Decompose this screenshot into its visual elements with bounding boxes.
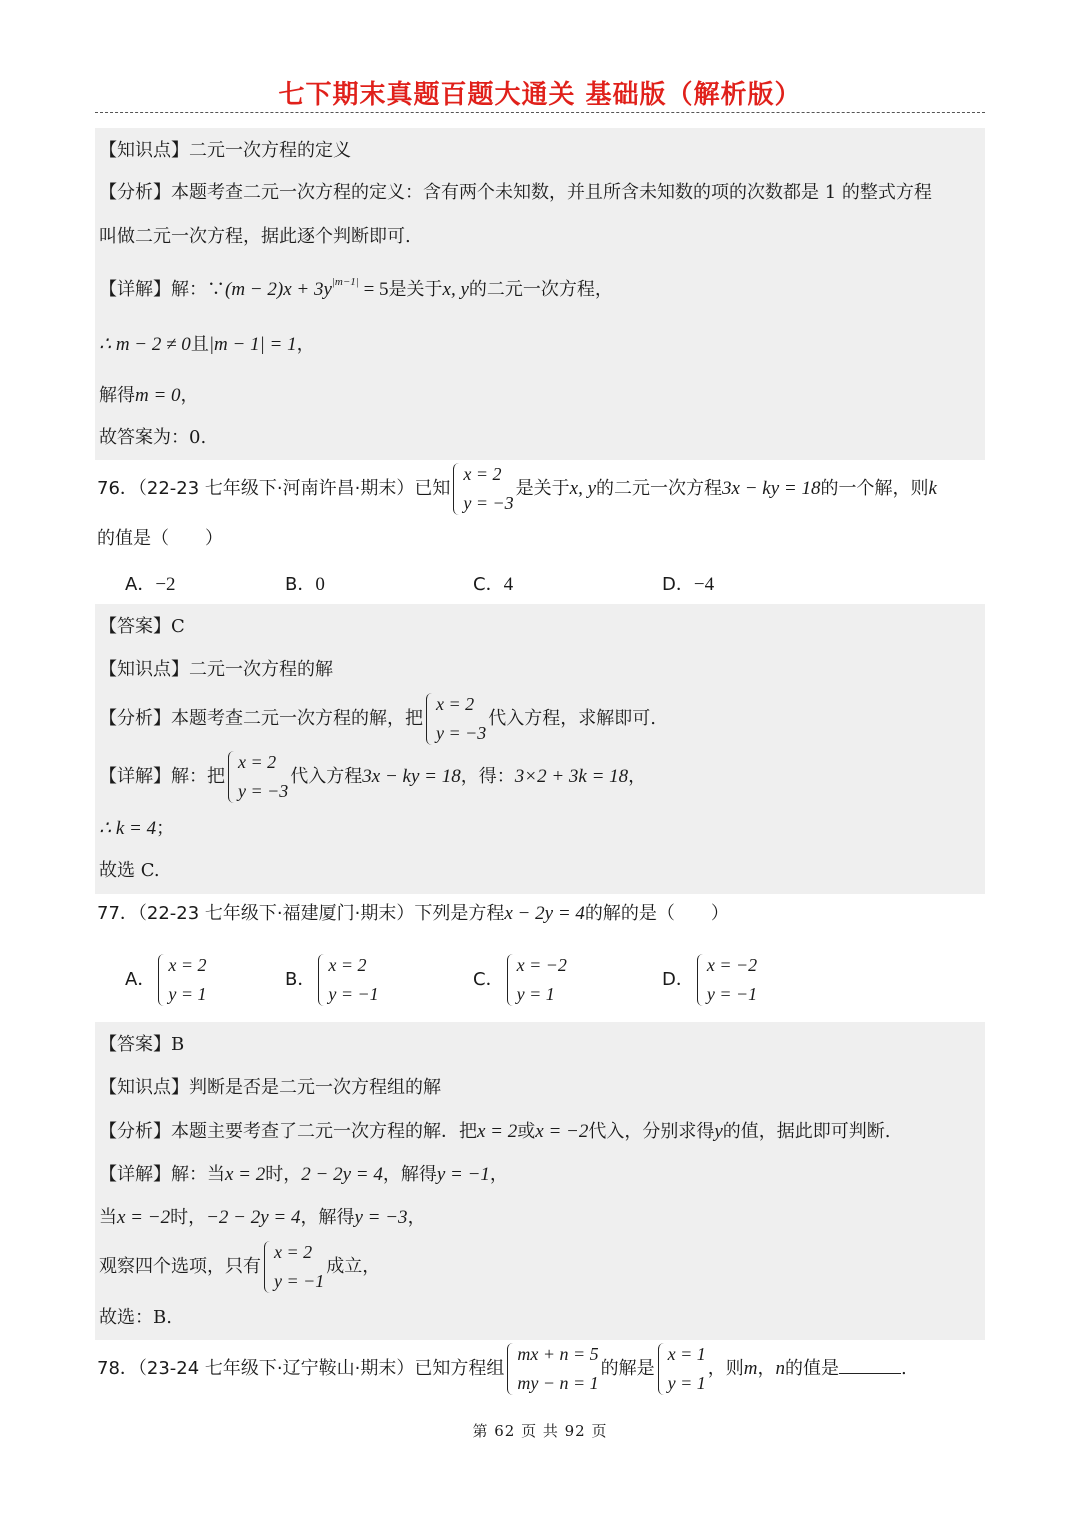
q78-stem-tail-b: 的值是 xyxy=(785,1358,840,1379)
document-title: 七下期末真题百题大通关 基础版（解析版） xyxy=(278,80,802,110)
q77-option-c-row1: x = −2 xyxy=(516,955,567,975)
q76-analysis xyxy=(99,690,656,748)
q76-stem-vars: x, y xyxy=(569,478,597,499)
q75-step1-end: ， xyxy=(296,334,315,355)
q75-answer: 故答案为：0. xyxy=(99,427,207,448)
q76-equation-system xyxy=(452,460,513,518)
q78-sys-row2: my − n = 1 xyxy=(517,1373,599,1393)
q77-d1-eq: 2 − 2y = 4 xyxy=(301,1164,383,1185)
q77-answer: 【答案】B xyxy=(99,1034,185,1055)
q78-stem-m: m xyxy=(743,1358,758,1379)
q77-analysis-b: 代入，分别求得 xyxy=(588,1121,715,1142)
q77-obs-row2: y = −1 xyxy=(274,1271,325,1291)
q77-option-a-row1: x = 2 xyxy=(168,955,207,975)
q76-knowledge: 【知识点】二元一次方程的解 xyxy=(99,659,333,680)
q77-analysis-x1: x = 2 xyxy=(477,1121,518,1142)
q76-result xyxy=(99,819,174,838)
q77-option-c-system xyxy=(506,951,567,1009)
q76-detail-system xyxy=(227,748,288,806)
q77-d1-prefix: 【详解】解：当 xyxy=(99,1164,225,1185)
q78-stem-end: . xyxy=(901,1358,907,1379)
q77-analysis-or: 或 xyxy=(517,1121,536,1142)
q76-detail xyxy=(99,748,646,806)
q77-d1-end: ， xyxy=(489,1164,508,1185)
q77-obs-row1: x = 2 xyxy=(274,1242,313,1262)
q77-option-a-system xyxy=(157,951,206,1009)
q77-detail-line2 xyxy=(99,1208,426,1227)
q75-step1-and: 且 xyxy=(190,334,209,355)
q75-analysis-line1: 【分析】本题考查二元一次方程的定义：含有两个未知数，并且所含未知数的项的次数都是 1 的整式方程 xyxy=(99,182,932,203)
q77-option-a-row2: y = 1 xyxy=(168,984,207,1004)
q77-d2-end: ， xyxy=(407,1207,426,1228)
q76-answer: 【答案】C xyxy=(99,616,185,637)
q78-sol-row2: y = 1 xyxy=(667,1373,706,1393)
q76-detail-sys-row2: y = −3 xyxy=(238,781,289,801)
q78-stem xyxy=(97,1340,907,1398)
q75-knowledge: 【知识点】二元一次方程的定义 xyxy=(99,140,351,161)
q77-option-b-row2: y = −1 xyxy=(328,984,379,1004)
header-divider xyxy=(95,112,985,113)
page-number: 第 62 页 共 92 页 xyxy=(472,1422,608,1440)
q76-analysis-sys-row2: y = −3 xyxy=(436,723,487,743)
q77-option-d-row2: y = −1 xyxy=(706,984,758,1004)
q77-option-b[interactable] xyxy=(285,951,381,1009)
q77-option-b-letter: B． xyxy=(285,969,316,990)
q77-option-d-system xyxy=(696,951,757,1009)
q77-d1-x: x = 2 xyxy=(225,1164,266,1185)
q77-obs-suffix: 成立， xyxy=(326,1256,381,1277)
q77-option-d[interactable] xyxy=(662,951,759,1009)
q76-detail-get: ，得： xyxy=(460,766,515,787)
q76-result-math: ∴ k = 4 xyxy=(99,818,157,839)
q76-stem-line2: 的值是（ ） xyxy=(97,528,223,549)
q77-d1-res: y = −1 xyxy=(436,1164,490,1185)
q76-option-a[interactable] xyxy=(125,575,176,594)
q76-question xyxy=(95,460,985,604)
q77-option-c[interactable] xyxy=(473,951,569,1009)
q77-d2-get: ，解得 xyxy=(300,1207,355,1228)
q75-detail-suffix: 的二元一次方程， xyxy=(468,279,613,300)
q76-stem-mid: 是关于 xyxy=(515,478,570,499)
q78-stem-prefix: 78．（23-24 七年级下·辽宁鞍山·期末）已知方程组 xyxy=(97,1358,505,1379)
q76-option-d[interactable] xyxy=(662,575,714,594)
q75-step2-math: m = 0 xyxy=(135,385,181,406)
q76-sys-row1: x = 2 xyxy=(463,464,502,484)
q77-analysis-y: y xyxy=(714,1121,723,1142)
q76-stem-k: k xyxy=(928,478,937,499)
q77-d2-res: y = −3 xyxy=(354,1207,408,1228)
q78-stem-comma: ， xyxy=(757,1358,776,1379)
q77-option-b-row1: x = 2 xyxy=(328,955,367,975)
q76-result-end: ； xyxy=(156,818,175,839)
q75-detail-equation: (m − 2)x + 3y xyxy=(225,279,332,300)
q76-choose: 故选 C. xyxy=(99,860,160,881)
q77-obs-prefix: 观察四个选项，只有 xyxy=(99,1256,261,1277)
q76-stem-mid2: 的二元一次方程 xyxy=(596,478,723,499)
q76-solution-block xyxy=(95,604,985,894)
q77-stem-suffix: 的解的是（ ） xyxy=(584,903,729,924)
q78-answer-blank[interactable] xyxy=(839,1357,901,1374)
q76-option-c[interactable] xyxy=(473,575,513,594)
q76-option-b-value: 0 xyxy=(315,574,325,595)
q75-detail-vars: x, y xyxy=(442,279,469,300)
q77-option-c-letter: C． xyxy=(473,969,504,990)
q76-stem-prefix: 76．（22-23 七年级下·河南许昌·期末）已知 xyxy=(97,478,451,499)
q77-option-a-letter: A． xyxy=(125,969,156,990)
q78-stem-tail-a: ，则 xyxy=(707,1358,744,1379)
q77-option-c-row2: y = 1 xyxy=(516,984,555,1004)
q78-sol-row1: x = 1 xyxy=(667,1344,706,1364)
q75-step1-abs: |m − 1| = 1 xyxy=(208,334,297,355)
q75-detail-mid: 是关于 xyxy=(388,279,443,300)
q76-detail-calc: 3×2 + 3k = 18 xyxy=(514,766,629,787)
q78-solution-system xyxy=(657,1340,706,1398)
q76-stem-line1 xyxy=(97,460,937,518)
q76-option-d-letter: D． xyxy=(662,574,694,595)
q76-option-c-letter: C． xyxy=(473,574,504,595)
q76-option-b[interactable] xyxy=(285,575,325,594)
q77-detail-line1 xyxy=(99,1165,508,1184)
q77-option-b-system xyxy=(317,951,378,1009)
q76-option-c-value: 4 xyxy=(503,574,514,595)
q76-sys-row2: y = −3 xyxy=(463,493,514,513)
q77-solution-block xyxy=(95,1022,985,1340)
q78-stem-mid: 的解是 xyxy=(600,1358,655,1379)
q75-detail-equation-tail: = 5 xyxy=(358,279,389,300)
q76-analysis-prefix: 【分析】本题考查二元一次方程的解，把 xyxy=(99,708,423,729)
q77-stem-prefix: 77．（22-23 七年级下·福建厦门·期末）下列是方程 xyxy=(97,903,505,924)
q76-option-a-letter: A． xyxy=(125,574,156,595)
q77-knowledge: 【知识点】判断是否是二元一次方程组的解 xyxy=(99,1077,441,1098)
q77-d2-when: 时， xyxy=(170,1207,207,1228)
q75-step1 xyxy=(99,335,315,354)
q77-d2-prefix: 当 xyxy=(99,1207,117,1228)
q78-sys-row1: mx + n = 5 xyxy=(517,1344,599,1364)
q75-step2-text: 解得 xyxy=(99,385,135,406)
q75-step2 xyxy=(99,386,199,405)
q78-equation-system xyxy=(506,1340,598,1398)
q75-detail-line xyxy=(99,277,613,299)
q76-detail-equation: 3x − ky = 18 xyxy=(362,766,461,787)
q78-stem-n: n xyxy=(775,1358,786,1379)
q76-option-a-value: −2 xyxy=(155,574,176,595)
q76-detail-sys-row1: x = 2 xyxy=(238,752,277,772)
q76-option-b-letter: B． xyxy=(285,574,316,595)
q75-analysis-line2: 叫做二元一次方程，据此逐个判断即可. xyxy=(99,226,411,247)
q75-solution-block xyxy=(95,128,985,460)
q76-option-d-value: −4 xyxy=(693,574,715,595)
q77-option-d-row1: x = −2 xyxy=(706,955,758,975)
q76-detail-mid: 代入方程 xyxy=(290,766,363,787)
q77-option-a[interactable] xyxy=(125,951,208,1009)
q75-detail-exponent: |m−1| xyxy=(331,276,359,288)
q76-analysis-suffix: 代入方程，求解即可. xyxy=(488,708,657,729)
q75-step1-math: ∴ m − 2 ≠ 0 xyxy=(99,334,191,355)
q77-observe xyxy=(99,1238,380,1296)
q77-stem xyxy=(97,904,729,923)
q77-analysis-a: 【分析】本题主要考查了二元一次方程的解．把 xyxy=(99,1121,477,1142)
q76-detail-prefix: 【详解】解：把 xyxy=(99,766,225,787)
q77-stem-equation: x − 2y = 4 xyxy=(504,903,585,924)
q77-analysis-x2: x = −2 xyxy=(535,1121,589,1142)
q76-stem-equation: 3x − ky = 18 xyxy=(722,478,821,499)
q77-d2-eq: −2 − 2y = 4 xyxy=(206,1207,301,1228)
q76-analysis-sys-row1: x = 2 xyxy=(436,694,475,714)
q77-analysis-c: 的值，据此即可判断. xyxy=(722,1121,891,1142)
q75-detail-prefix: 【详解】解：∵ xyxy=(99,279,225,300)
q77-d2-x: x = −2 xyxy=(117,1207,171,1228)
q77-obs-system xyxy=(263,1238,324,1296)
q76-stem-suffix: 的一个解，则 xyxy=(820,478,929,499)
q77-choose: 故选：B. xyxy=(99,1307,172,1328)
q75-step2-end: ， xyxy=(180,385,199,406)
q76-analysis-system xyxy=(425,690,486,748)
q77-question xyxy=(95,894,985,1022)
q76-detail-end: ， xyxy=(628,766,647,787)
q77-option-d-letter: D． xyxy=(662,969,694,990)
q77-d1-when: 时， xyxy=(265,1164,302,1185)
q78-question xyxy=(95,1340,985,1404)
q77-analysis xyxy=(99,1122,891,1141)
q77-d1-get: ，解得 xyxy=(382,1164,437,1185)
